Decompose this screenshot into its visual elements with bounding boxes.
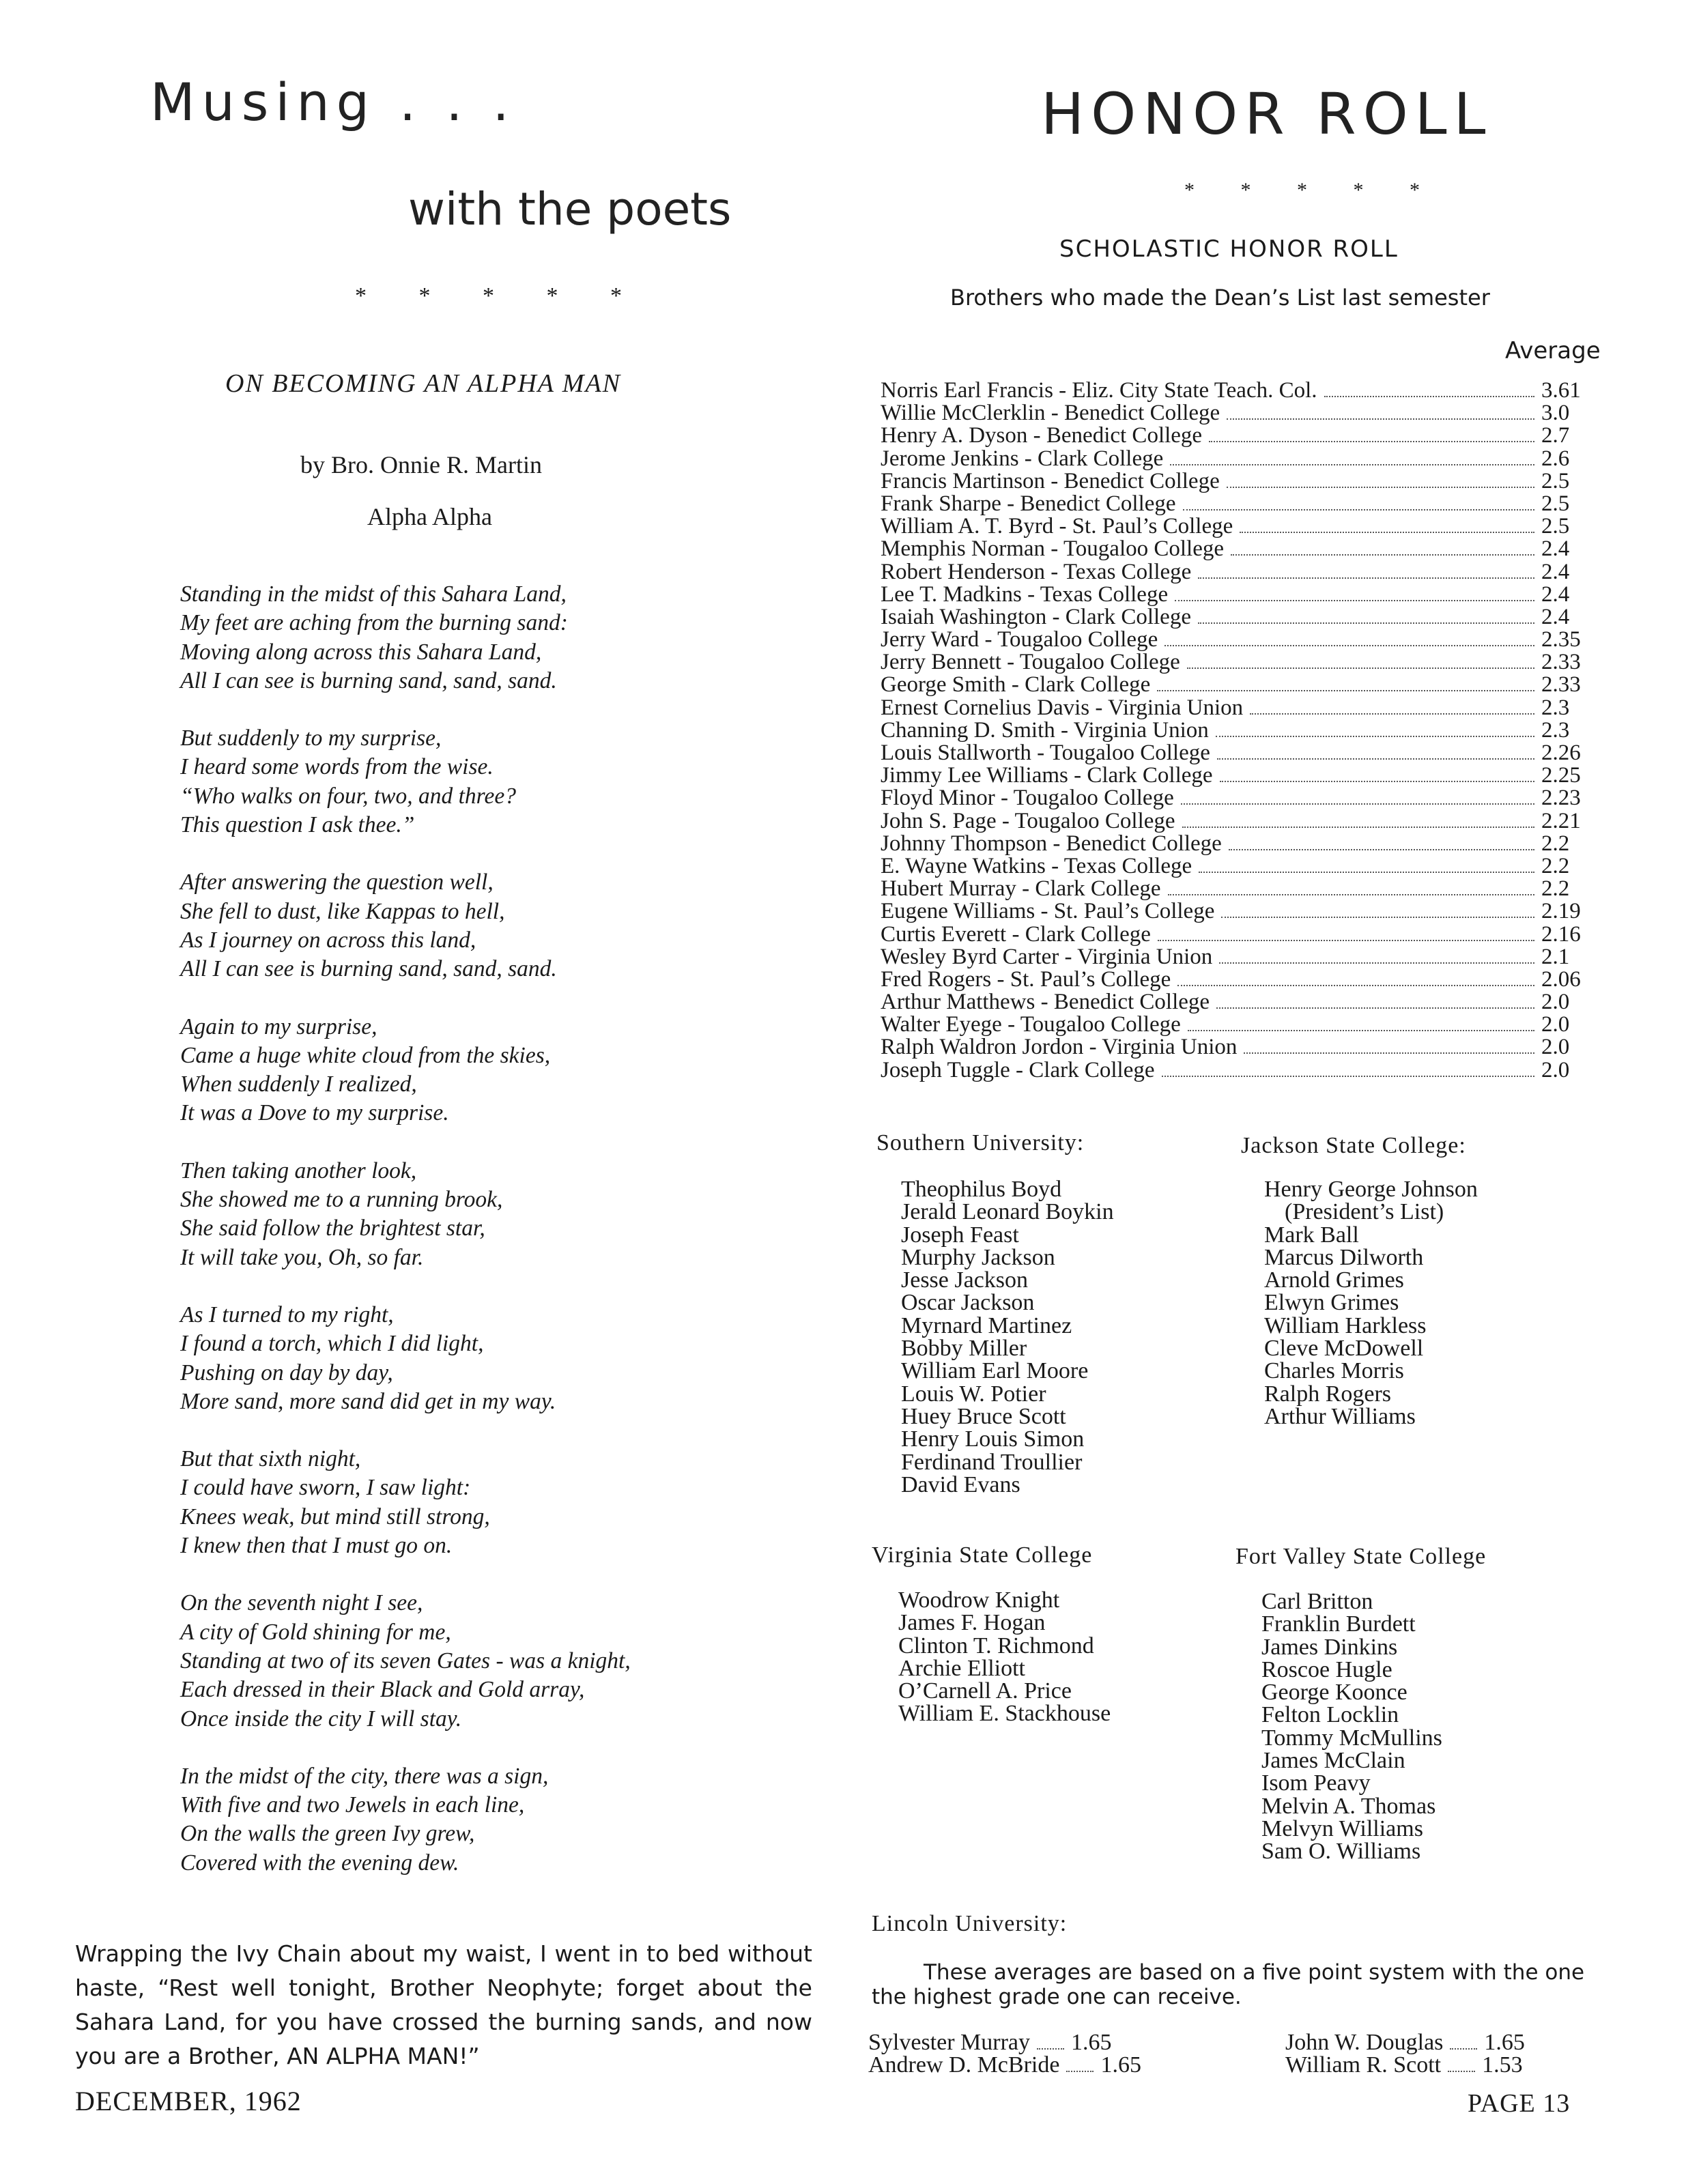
honor-name: Fred Rogers - St. Paul’s College [881, 966, 1171, 992]
honor-average: 2.5 [1541, 514, 1570, 539]
student-name: Sylvester Murray [868, 2030, 1031, 2055]
honor-average: 2.0 [1541, 1057, 1570, 1082]
poem-line: This question I ask thee.” [180, 812, 415, 838]
student-name: Franklin Burdett [1261, 1611, 1416, 1637]
student-name: (President’s List) [1285, 1199, 1444, 1225]
honor-average: 2.5 [1541, 468, 1570, 493]
honor-row [881, 991, 1597, 1014]
poem-stanza [180, 868, 795, 983]
honor-average: 2.4 [1541, 559, 1570, 584]
leader-dots [1037, 2048, 1064, 2050]
poem-line: I could have sworn, I saw light: [180, 1475, 471, 1501]
honor-name: Frank Sharpe - Benedict College [881, 491, 1176, 516]
poem-stanza [180, 580, 795, 695]
honor-average: 2.2 [1541, 853, 1570, 878]
honor-average: 2.06 [1541, 966, 1581, 992]
lincoln-row [868, 2031, 1141, 2054]
leader-dots [1324, 396, 1534, 397]
poem-line: It will take you, Oh, so far. [180, 1244, 424, 1270]
honor-row [881, 855, 1597, 878]
poem-stanza [180, 1013, 795, 1128]
honor-average: 2.4 [1541, 536, 1570, 562]
leader-dots [1183, 509, 1534, 511]
lincoln-averages-note: These averages are based on a five point system with the one the highest grade one can receive. [872, 1960, 1585, 2009]
poem-stanza [180, 1445, 795, 1560]
fort-valley-heading: Fort Valley State College [1235, 1544, 1487, 1569]
honor-average: 2.2 [1541, 831, 1570, 856]
student-name: William Harkless [1264, 1312, 1427, 1338]
leader-dots [1198, 577, 1534, 579]
leader-dots [1182, 827, 1534, 828]
honor-name: Walter Eyege - Tougaloo College [881, 1012, 1181, 1037]
honor-average: 2.7 [1541, 423, 1570, 448]
honor-row [881, 697, 1597, 719]
honor-row [881, 581, 1597, 607]
student-name: Sam O. Williams [1261, 1839, 1421, 1865]
leader-dots [1244, 1052, 1534, 1054]
student-name: Bobby Miller [901, 1336, 1027, 1362]
student-name: David Evans [901, 1471, 1020, 1497]
honor-row [881, 900, 1597, 923]
honor-row [881, 470, 1597, 493]
poem-line: Each dressed in their Black and Gold array, [180, 1677, 585, 1703]
honor-name: Lee T. Madkins - Texas College [881, 581, 1169, 607]
poem-line: But suddenly to my surprise, [180, 725, 442, 751]
leader-dots [1217, 758, 1534, 760]
leader-dots [1177, 985, 1534, 986]
honor-name: Curtis Everett - Clark College [881, 921, 1151, 947]
honor-average: 2.21 [1541, 808, 1581, 833]
honor-average: 2.0 [1541, 990, 1570, 1015]
honor-average: 2.3 [1541, 695, 1570, 720]
honor-row [881, 787, 1597, 809]
leader-dots [1199, 872, 1534, 873]
student-name: William Earl Moore [901, 1358, 1089, 1384]
lincoln-list-left [868, 2031, 1141, 2076]
student-name: Louis W. Potier [901, 1381, 1046, 1407]
poem-line: More sand, more sand did get in my way. [180, 1388, 556, 1414]
student-name: James Dinkins [1261, 1634, 1398, 1660]
jackson-state-list [1264, 1178, 1478, 1428]
student-name: Charles Morris [1264, 1358, 1404, 1384]
leader-dots [1220, 781, 1534, 782]
poem-stanza [180, 1301, 795, 1416]
student-name: Mark Ball [1264, 1222, 1359, 1248]
student-name: Theophilus Boyd [901, 1177, 1062, 1202]
honor-average: 2.25 [1541, 763, 1581, 788]
honor-average: 2.4 [1541, 604, 1570, 629]
honor-row [881, 1059, 1597, 1082]
poem-line: Came a huge white cloud from the skies, [180, 1042, 551, 1068]
leader-dots [1221, 917, 1534, 918]
honor-row [881, 810, 1597, 833]
honor-row [881, 1014, 1597, 1036]
poem-line: Standing at two of its seven Gates - was a knight, [180, 1648, 631, 1673]
honor-name: Joseph Tuggle - Clark College [881, 1057, 1155, 1082]
leader-dots [1229, 849, 1534, 850]
poem-line: I found a torch, which I did light, [180, 1331, 484, 1357]
leader-dots [1227, 418, 1534, 420]
honor-name: Floyd Minor - Tougaloo College [881, 786, 1174, 811]
honor-name: Ernest Cornelius Davis - Virginia Union [881, 695, 1244, 720]
lincoln-row [1285, 2031, 1525, 2054]
honor-name: William A. T. Byrd - St. Paul’s College [881, 514, 1233, 539]
student-average: 1.65 [1100, 2052, 1141, 2078]
honor-average: 2.1 [1541, 944, 1570, 969]
leader-dots [1216, 1007, 1534, 1009]
honor-name: Jimmy Lee Williams - Clark College [881, 763, 1213, 788]
poem-line: On the walls the green Ivy grew, [180, 1821, 475, 1847]
poem-stanza [180, 1157, 795, 1272]
student-average: 1.65 [1071, 2030, 1112, 2055]
honor-average: 2.5 [1541, 491, 1570, 516]
honor-average: 2.4 [1541, 581, 1570, 607]
leader-dots [1198, 622, 1534, 624]
left-star-divider: * * * * * [355, 283, 645, 308]
honor-name: Louis Stallworth - Tougaloo College [881, 741, 1210, 765]
honor-name: Eugene Williams - St. Paul’s College [881, 899, 1215, 924]
poem-line: In the midst of the city, there was a sign, [180, 1763, 549, 1789]
honor-row [881, 764, 1597, 787]
student-name: George Koonce [1261, 1680, 1408, 1706]
student-name: Isom Peavy [1261, 1770, 1371, 1796]
leader-dots [1231, 554, 1534, 556]
honor-name: Johnny Thompson - Benedict College [881, 831, 1222, 856]
honor-row [881, 923, 1597, 946]
poem-line: Then taking another look, [180, 1158, 417, 1183]
honor-name: Francis Martinson - Benedict College [881, 468, 1220, 493]
leader-dots [1168, 894, 1534, 895]
poem-line: Pushing on day by day, [180, 1360, 393, 1385]
student-name: Cleve McDowell [1264, 1336, 1424, 1362]
poem-line: As I turned to my right, [180, 1302, 394, 1327]
honor-name: Hubert Murray - Clark College [881, 876, 1161, 902]
right-star-divider: * * * * * [1184, 179, 1440, 201]
leader-dots [1240, 532, 1534, 533]
leader-dots [1209, 441, 1534, 442]
honor-name: John S. Page - Tougaloo College [881, 808, 1175, 833]
leader-dots [1187, 667, 1534, 669]
leader-dots [1162, 1076, 1535, 1077]
student-name: John W. Douglas [1285, 2030, 1444, 2055]
honor-roll-title: HONOR ROLL [1041, 81, 1493, 147]
student-name: Jerald Leonard Boykin [901, 1199, 1114, 1225]
poem-line: My feet are aching from the burning sand: [180, 610, 568, 636]
honor-average: 2.3 [1541, 717, 1570, 743]
poem-line: I heard some words from the wise. [180, 754, 494, 780]
lincoln-row [868, 2054, 1141, 2076]
poem-line: Covered with the evening dew. [180, 1850, 459, 1876]
poem-title: ON BECOMING AN ALPHA MAN [225, 369, 622, 398]
honor-name: Wesley Byrd Carter - Virginia Union [881, 944, 1213, 969]
honor-name: Henry A. Dyson - Benedict College [881, 423, 1203, 448]
poem-line: Moving along across this Sahara Land, [180, 639, 542, 665]
honor-average: 2.0 [1541, 1012, 1570, 1037]
poem-line: Again to my surprise, [180, 1014, 377, 1039]
fort-valley-list [1261, 1590, 1442, 1863]
honor-name: Jerome Jenkins - Clark College [881, 446, 1164, 471]
honor-average: 2.19 [1541, 899, 1581, 924]
honor-average: 2.33 [1541, 672, 1581, 698]
jackson-state-heading: Jackson State College: [1241, 1133, 1466, 1158]
poem-line: But that sixth night, [180, 1446, 361, 1472]
honor-row [881, 629, 1597, 651]
honor-average: 2.16 [1541, 921, 1581, 947]
student-name: Ferdinand Troullier [901, 1449, 1083, 1475]
student-name: Henry Louis Simon [901, 1426, 1085, 1452]
student-name: Joseph Feast [901, 1222, 1019, 1248]
student-name: Arthur Williams [1264, 1403, 1416, 1429]
leader-dots [1450, 2048, 1477, 2050]
honor-row [881, 878, 1597, 900]
honor-name: E. Wayne Watkins - Texas College [881, 853, 1192, 878]
poem-stanza [180, 1762, 795, 1878]
poem-line: On the seventh night I see, [180, 1590, 423, 1616]
student-name: Arnold Grimes [1264, 1267, 1404, 1293]
student-name: Roscoe Hugle [1261, 1656, 1392, 1682]
honor-roll-list [881, 379, 1597, 1082]
leader-dots [1188, 1030, 1534, 1031]
honor-average: 2.2 [1541, 876, 1570, 902]
poem-body [180, 580, 795, 1906]
musing-subtitle: with the poets [408, 183, 732, 235]
student-name: Carl Britton [1261, 1589, 1373, 1614]
honor-row [881, 1036, 1597, 1059]
student-name: Melvyn Williams [1261, 1815, 1423, 1841]
honor-row [881, 833, 1597, 855]
student-name: Elwyn Grimes [1264, 1290, 1399, 1316]
poem-line: With five and two Jewels in each line, [180, 1792, 525, 1818]
honor-row [881, 425, 1597, 447]
honor-name: Channing D. Smith - Virginia Union [881, 717, 1209, 743]
student-name: Clinton T. Richmond [898, 1633, 1094, 1658]
student-name: Oscar Jackson [901, 1290, 1035, 1316]
virginia-state-heading: Virginia State College [872, 1542, 1093, 1568]
poem-line: She said follow the brightest star, [180, 1216, 485, 1241]
leader-dots [1448, 2071, 1475, 2072]
poem-line: She fell to dust, like Kappas to hell, [180, 898, 505, 924]
poem-line: “Who walks on four, two, and three? [180, 783, 516, 809]
poem-stanza [180, 1589, 795, 1733]
student-name: William R. Scott [1285, 2052, 1442, 2078]
honor-row [881, 538, 1597, 560]
student-name: Myrnard Martinez [901, 1312, 1072, 1338]
poem-line: Standing in the midst of this Sahara Land, [180, 581, 567, 607]
student-name: James F. Hogan [898, 1610, 1046, 1636]
honor-name: Jerry Bennett - Tougaloo College [881, 650, 1180, 675]
poem-line: All I can see is burning sand, sand, sand. [180, 667, 557, 693]
honor-row [881, 651, 1597, 674]
student-name: Jesse Jackson [901, 1267, 1029, 1293]
honor-name: Ralph Waldron Jordon - Virginia Union [881, 1035, 1238, 1060]
poem-author: by Bro. Onnie R. Martin [300, 451, 542, 478]
honor-average: 2.23 [1541, 786, 1581, 811]
student-name: Huey Bruce Scott [901, 1403, 1066, 1429]
leader-dots [1216, 736, 1534, 737]
leader-dots [1175, 600, 1534, 601]
honor-row [881, 968, 1597, 991]
honor-average: 2.33 [1541, 650, 1581, 675]
honor-name: Arthur Matthews - Benedict College [881, 990, 1210, 1015]
student-average: 1.53 [1482, 2052, 1523, 2078]
southern-university-list [901, 1178, 1114, 1496]
poem-chapter: Alpha Alpha [367, 503, 492, 530]
student-name: Henry George Johnson [1264, 1177, 1478, 1202]
honor-row [881, 448, 1597, 470]
poem-closing-paragraph: Wrapping the Ivy Chain about my waist, I went in to bed without haste, “Rest well tonight, Brother Neophyte; forget about the Sahara Land, for you have crossed the burning sands, and now you are a Brother, AN ALPHA MAN!” [75, 1940, 812, 2069]
honor-name: George Smith - Clark College [881, 672, 1151, 698]
leader-dots [1170, 464, 1534, 465]
honor-name: Jerry Ward - Tougaloo College [881, 627, 1158, 652]
honor-row [881, 674, 1597, 696]
lincoln-university-heading: Lincoln University: [872, 1911, 1068, 1936]
student-name: Ralph Rogers [1264, 1381, 1392, 1407]
student-name: Murphy Jackson [901, 1244, 1055, 1270]
honor-name: Willie McClerklin - Benedict College [881, 401, 1220, 426]
leader-dots [1066, 2071, 1094, 2072]
honor-row [881, 379, 1597, 402]
poem-line: When suddenly I realized, [180, 1072, 417, 1097]
deans-list-subtitle: Brothers who made the Dean’s List last semester [950, 285, 1490, 311]
poem-line: I knew then that I must go on. [180, 1533, 453, 1559]
leader-dots [1219, 962, 1534, 964]
leader-dots [1227, 487, 1534, 488]
average-column-header: Average [1505, 337, 1601, 364]
honor-row [881, 493, 1597, 515]
student-name: William E. Stackhouse [898, 1701, 1111, 1727]
honor-name: Memphis Norman - Tougaloo College [881, 536, 1225, 562]
southern-university-heading: Southern University: [876, 1130, 1085, 1155]
honor-average: 3.61 [1541, 378, 1581, 403]
leader-dots [1181, 803, 1534, 805]
leader-dots [1165, 645, 1534, 646]
leader-dots [1158, 940, 1534, 941]
student-name: Marcus Dilworth [1264, 1244, 1424, 1270]
honor-average: 2.0 [1541, 1035, 1570, 1060]
scholastic-heading: SCHOLASTIC HONOR ROLL [1059, 235, 1399, 263]
honor-average: 3.0 [1541, 401, 1570, 426]
poem-line: Once inside the city I will stay. [180, 1706, 462, 1732]
student-name: Tommy McMullins [1261, 1725, 1442, 1751]
poem-line: As I journey on across this land, [180, 927, 476, 953]
student-name: Felton Locklin [1261, 1702, 1399, 1728]
footer-page-number: PAGE 13 [1468, 2089, 1571, 2118]
lincoln-list-right [1285, 2031, 1525, 2076]
musing-title: Musing . . . [150, 72, 516, 132]
student-name: O’Carnell A. Price [898, 1678, 1072, 1704]
honor-row [881, 742, 1597, 764]
student-name: Andrew D. McBride [868, 2052, 1060, 2078]
honor-average: 2.6 [1541, 446, 1570, 471]
poem-line: All I can see is burning sand, sand, sand. [180, 956, 557, 982]
honor-row [881, 402, 1597, 425]
virginia-state-list [898, 1589, 1111, 1725]
honor-average: 2.35 [1541, 627, 1581, 652]
honor-name: Isaiah Washington - Clark College [881, 604, 1191, 629]
honor-row [881, 561, 1597, 584]
honor-row [881, 719, 1597, 742]
poem-line: A city of Gold shining for me, [180, 1619, 451, 1645]
poem-line: She showed me to a running brook, [180, 1187, 503, 1213]
poem-line: Knees weak, but mind still strong, [180, 1504, 490, 1529]
poem-line: It was a Dove to my surprise. [180, 1100, 449, 1126]
honor-row [881, 946, 1597, 968]
honor-row [881, 606, 1597, 629]
leader-dots [1250, 713, 1534, 715]
lincoln-row [1285, 2054, 1525, 2076]
student-name: Archie Elliott [898, 1655, 1026, 1681]
student-name: James McClain [1261, 1748, 1405, 1774]
student-name: Melvin A. Thomas [1261, 1793, 1436, 1819]
footer-date: DECEMBER, 1962 [75, 2086, 302, 2116]
honor-name: Robert Henderson - Texas College [881, 559, 1192, 584]
student-average: 1.65 [1484, 2030, 1525, 2055]
student-name: Woodrow Knight [898, 1587, 1060, 1613]
honor-name: Norris Earl Francis - Eliz. City State Teach. Col. [881, 378, 1317, 403]
poem-line: After answering the question well, [180, 870, 494, 895]
honor-average: 2.26 [1541, 741, 1581, 765]
poem-stanza [180, 724, 795, 839]
honor-row [881, 515, 1597, 538]
leader-dots [1157, 690, 1534, 691]
